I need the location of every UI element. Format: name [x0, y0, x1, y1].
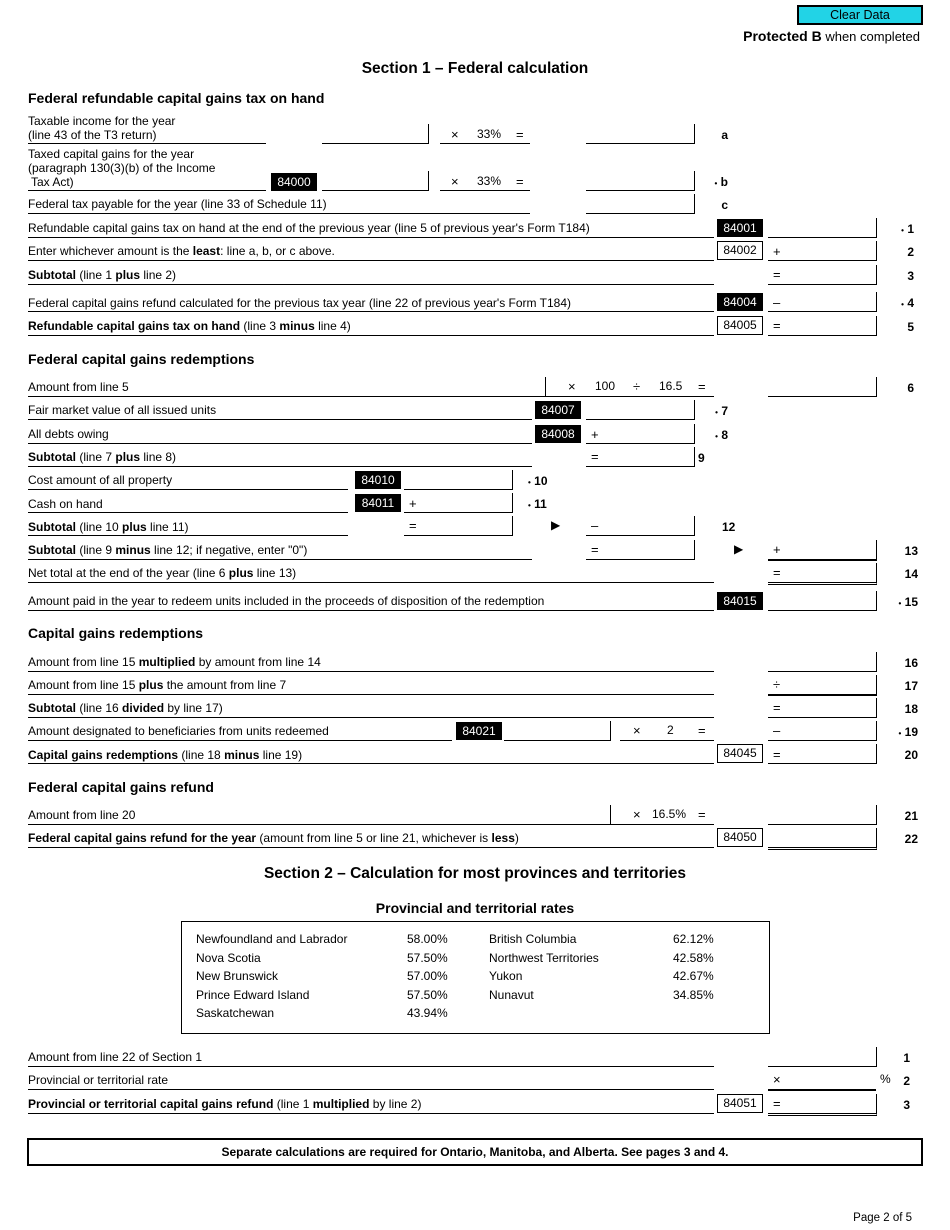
line-5-b2: minus [279, 319, 315, 333]
line-8-dot: • [715, 432, 718, 441]
line-13-plus: + [773, 542, 781, 557]
line-11-plus: + [409, 496, 417, 511]
line-5-b1: Refundable capital gains tax on hand [28, 319, 241, 333]
line-b-label-1: Taxed capital gains for the year [28, 147, 195, 161]
line-14-equals: = [773, 565, 781, 580]
line-b-times: × [451, 174, 459, 189]
rate-value: 57.50% [407, 987, 448, 1002]
line-16-b1: multiplied [138, 655, 196, 669]
line-8-number [698, 428, 728, 442]
line-11-input[interactable] [404, 493, 513, 513]
line-a-rate: 33% [477, 127, 502, 141]
line-7-number [698, 404, 728, 418]
line-7-dot: • [715, 408, 718, 417]
line-2-pre: Enter whichever amount is the [28, 244, 193, 258]
line-10-number [528, 474, 568, 488]
line-1-dot: • [901, 226, 904, 235]
line-12-underline [28, 535, 348, 536]
line-21-times: × [633, 807, 641, 822]
line-c-result[interactable] [586, 194, 695, 214]
line-c-number: c [721, 198, 728, 212]
line-17-t2: the amount from line 7 [163, 678, 287, 692]
line-3-b1: Subtotal [28, 268, 76, 282]
line-14-t1: Net total at the end of the year (line 6 [28, 566, 229, 580]
line-b-number [692, 175, 728, 189]
rate-name: Prince Edward Island [196, 987, 310, 1002]
line-18-number: 18 [904, 702, 918, 716]
line-15-input[interactable] [768, 591, 877, 611]
line-19-minus: – [773, 723, 781, 738]
line-17-input[interactable] [768, 675, 877, 696]
line-c-label: Federal tax payable for the year (line 33 of Schedule 11) [28, 197, 327, 211]
rate-value: 43.94% [407, 1006, 448, 1020]
line-16-t2: by amount from line 14 [195, 655, 321, 669]
line-4-dot: • [901, 300, 904, 309]
code-84011: 84011 [355, 494, 401, 512]
notice-box [27, 1138, 923, 1166]
line-8-underline [28, 443, 532, 444]
line-4-number [884, 296, 914, 310]
line-14-underline [28, 582, 714, 583]
line-4-label: Federal capital gains refund calculated for the previous tax year (line 22 of previous year's Form T184) [28, 296, 572, 310]
line-5-label [28, 319, 351, 333]
line-9-equals: = [591, 449, 599, 464]
rate-name: Nova Scotia [196, 950, 261, 965]
line-1-number [884, 222, 914, 236]
line-9-b1: Subtotal [28, 450, 76, 464]
line-b-label [28, 147, 215, 189]
line-11-underline [28, 512, 348, 513]
line-20-input[interactable] [768, 744, 877, 764]
line-a-equals: = [516, 127, 524, 142]
rate-value: 58.00% [407, 932, 448, 946]
line-19-equals: = [698, 723, 706, 738]
code-84015: 84015 [717, 592, 763, 610]
line-12-t1: (line 10 [76, 520, 123, 534]
line-9-t2: line 8) [140, 450, 177, 464]
line-a-underline [28, 143, 266, 144]
line-19-op-underline [620, 740, 714, 741]
line-20-t1: (line 18 [178, 748, 225, 762]
line-10-label: Cost amount of all property [28, 473, 173, 487]
line-21-bar [610, 805, 611, 824]
line-a-input[interactable] [322, 124, 429, 144]
line-9-number: 9 [698, 451, 705, 465]
line-6-times: × [568, 379, 576, 394]
line-5-t1: (line 3 [240, 319, 280, 333]
line-c-underline [28, 213, 530, 214]
line-18-label [28, 701, 223, 715]
line-14-label [28, 566, 296, 580]
line-3-b2: plus [115, 268, 141, 282]
line-b-underline [28, 190, 266, 191]
line-3-t1: (line 1 [76, 268, 116, 282]
line-5-t2: line 4) [314, 319, 351, 333]
line-21-number: 21 [904, 809, 918, 823]
rate-value: 34.85% [673, 987, 714, 1002]
line-7-num: 7 [721, 404, 728, 418]
line-4-input[interactable] [768, 292, 877, 312]
line-a-times: × [451, 127, 459, 142]
line-b-result[interactable] [586, 171, 695, 191]
rate-row [196, 1006, 466, 1025]
line-17-number: 17 [904, 679, 918, 693]
prov-line-3-input[interactable] [768, 1094, 877, 1116]
line-21-rate: 16.5% [652, 807, 687, 821]
line-12-label [28, 520, 189, 534]
line-18-b1: Subtotal [28, 701, 76, 715]
rate-name: Nunavut [489, 987, 534, 1002]
prov-line-1-label: Amount from line 22 of Section 1 [28, 1050, 203, 1064]
rate-name: British Columbia [489, 932, 577, 946]
line-13-underline [28, 559, 532, 560]
rate-name: Northwest Territories [489, 950, 599, 965]
line-18-b2: divided [122, 701, 165, 715]
rate-name: Saskatchewan [196, 1006, 275, 1020]
line-10-underline [28, 489, 348, 490]
line-18-underline [28, 717, 714, 718]
line-19-underline [28, 740, 452, 741]
line-a-label-1: Taxable income for the year [28, 114, 176, 128]
line-b-equals: = [516, 174, 524, 189]
line-13-equals: = [591, 542, 599, 557]
line-22-t1: (amount from line 5 or line 21, whichever is [256, 831, 492, 845]
line-5-input[interactable] [768, 316, 877, 336]
line-3-t2: line 2) [140, 268, 177, 282]
line-2-post: : line a, b, or c above. [220, 244, 335, 258]
line-1-label: Refundable capital gains tax on hand at the end of the previous year (line 5 of previous year's Form T184) [28, 221, 590, 235]
line-18-t1: (line 16 [76, 701, 123, 715]
line-13-label [28, 543, 307, 557]
line-5-equals: = [773, 318, 781, 333]
line-17-underline [28, 694, 714, 695]
line-4-minus: – [773, 295, 781, 310]
line-10-num: 10 [534, 474, 548, 488]
line-10-dot: • [528, 478, 531, 487]
line-6-underline [28, 396, 714, 397]
prov-line-3-t1: (line 1 [273, 1097, 313, 1111]
line-6-n2: 16.5 [659, 379, 683, 393]
prov-line-2-input[interactable] [768, 1070, 876, 1091]
rate-row [196, 932, 466, 951]
group1-title: Federal refundable capital gains tax on hand [28, 90, 325, 106]
line-21-input[interactable] [768, 805, 877, 825]
line-1-input[interactable] [768, 218, 877, 238]
group2-title: Federal capital gains redemptions [28, 351, 255, 367]
rates-table [181, 921, 770, 1034]
line-16-label [28, 655, 321, 669]
prov-line-3-b1: Provincial or territorial capital gains refund [28, 1097, 274, 1111]
prov-line-3-equals: = [773, 1096, 781, 1111]
line-9-b2: plus [115, 450, 141, 464]
line-17-t1: Amount from line 15 [28, 678, 139, 692]
line-22-b2: less [491, 831, 515, 845]
line-3-underline [28, 284, 714, 285]
line-19-num: 19 [904, 725, 918, 739]
prov-line-2-number: 2 [903, 1074, 910, 1088]
line-6-input[interactable] [768, 377, 877, 397]
line-9-underline [28, 466, 532, 467]
line-19-input[interactable] [504, 721, 611, 741]
line-20-t2: line 19) [259, 748, 303, 762]
line-15-number [888, 595, 918, 609]
line-22-label [28, 831, 519, 845]
prov-line-3-t2: by line 2) [369, 1097, 422, 1111]
page-number: Page 2 of 5 [853, 1212, 912, 1224]
code-84002: 84002 [717, 241, 763, 260]
line-13-arrow: ▶ [734, 542, 744, 556]
line-4-underline [28, 311, 714, 312]
rate-name: Newfoundland and Labrador [196, 932, 348, 946]
rates-title: Provincial and territorial rates [375, 900, 575, 916]
line-9-label [28, 450, 176, 464]
line-22-t2: ) [514, 831, 519, 845]
protected-suffix: when completed [821, 29, 920, 44]
rate-value: 42.67% [673, 969, 714, 983]
line-6-label: Amount from line 5 [28, 380, 129, 394]
line-b-label-3: Tax Act) [31, 175, 74, 189]
line-14-input[interactable] [768, 563, 877, 585]
code-84021: 84021 [456, 722, 502, 740]
line-19-n: 2 [667, 723, 674, 737]
code-84045: 84045 [717, 744, 763, 763]
line-9-input[interactable] [586, 447, 695, 467]
line-13-t2: line 12; if negative, enter "0") [150, 543, 308, 557]
rate-value: 57.00% [407, 969, 448, 983]
line-6-bar [545, 377, 546, 396]
rate-value: 57.50% [407, 950, 448, 965]
line-22-b1: Federal capital gains refund for the year [28, 831, 257, 845]
rates-right-column [489, 932, 749, 1006]
line-b-input[interactable] [322, 171, 429, 191]
line-11-label: Cash on hand [28, 497, 103, 511]
line-2-underline [28, 260, 714, 261]
code-84005: 84005 [717, 316, 763, 335]
line-6-divide: ÷ [633, 379, 641, 394]
line-a-result[interactable] [586, 124, 695, 144]
line-3-label [28, 268, 176, 282]
line-b-rate: 33% [477, 174, 502, 188]
line-13-input[interactable] [768, 540, 877, 561]
line-20-equals: = [773, 747, 781, 762]
line-4-num: 4 [907, 296, 914, 310]
line-15-underline [28, 610, 714, 611]
line-21-underline [28, 824, 714, 825]
line-8-num: 8 [721, 428, 728, 442]
line-a-label [28, 114, 175, 142]
line-18-input[interactable] [768, 698, 877, 718]
prov-line-3-label [28, 1097, 421, 1111]
line-7-underline [28, 419, 532, 420]
rate-row [196, 969, 466, 988]
prov-line-2-label: Provincial or territorial rate [28, 1073, 169, 1087]
code-84001: 84001 [717, 219, 763, 237]
line-15-num: 15 [904, 595, 918, 609]
line-7-label: Fair market value of all issued units [28, 403, 217, 417]
line-11-dot: • [528, 501, 531, 510]
line-19-result[interactable] [768, 721, 877, 741]
line-21-label: Amount from line 20 [28, 808, 136, 822]
line-12-result[interactable] [586, 516, 695, 536]
line-b-op-underline [440, 190, 530, 191]
line-18-equals: = [773, 700, 781, 715]
code-84007: 84007 [535, 401, 581, 419]
section2-title: Section 2 – Calculation for most provinces and territories [263, 865, 687, 882]
prov-line-1-input[interactable] [768, 1047, 877, 1067]
line-6-equals: = [698, 379, 706, 394]
line-1-num: 1 [907, 222, 914, 236]
code-84010: 84010 [355, 471, 401, 489]
code-84051: 84051 [717, 1094, 763, 1113]
line-12-minus: – [591, 518, 599, 533]
line-21-equals: = [698, 807, 706, 822]
prov-line-1-number: 1 [903, 1051, 910, 1065]
line-20-b1: Capital gains redemptions [28, 748, 179, 762]
line-16-t1: Amount from line 15 [28, 655, 139, 669]
line-16-underline [28, 671, 714, 672]
line-b-dot: • [714, 179, 718, 188]
protected-level: Protected B [743, 28, 822, 44]
line-16-input[interactable] [768, 652, 877, 672]
line-9-t1: (line 7 [76, 450, 116, 464]
line-14-b1: plus [228, 566, 254, 580]
line-2-input[interactable] [768, 241, 877, 261]
line-17-divide: ÷ [773, 677, 781, 692]
line-12-arrow: ▶ [551, 518, 561, 532]
rates-left-column [196, 932, 466, 1025]
line-a-number: a [721, 128, 728, 142]
line-12-b2: plus [122, 520, 147, 534]
line-15-label: Amount paid in the year to redeem units included in the proceeds of disposition of the redemption [28, 594, 545, 608]
line-13-t1: (line 9 [76, 543, 116, 557]
rate-name: Yukon [489, 969, 523, 983]
prov-line-1-underline [28, 1066, 714, 1067]
line-19-times: × [633, 723, 641, 738]
line-15-dot: • [898, 599, 902, 608]
line-14-t2: line 13) [253, 566, 297, 580]
line-11-num: 11 [534, 497, 547, 511]
line-5-number: 5 [907, 320, 914, 334]
code-84004: 84004 [717, 293, 763, 311]
line-22-input[interactable] [768, 828, 877, 850]
line-12-equals: = [409, 518, 417, 533]
line-2-bold: least [192, 244, 221, 258]
section1-title: Section 1 – Federal calculation [361, 60, 589, 77]
line-17-label [28, 678, 286, 692]
line-3-number: 3 [907, 269, 914, 283]
line-12-number: 12 [722, 520, 736, 534]
line-8-input[interactable] [586, 424, 695, 444]
line-11-number [528, 497, 568, 511]
line-2-label [28, 244, 335, 258]
line-16-number: 16 [904, 656, 918, 670]
line-12-b1: Subtotal [28, 520, 76, 534]
line-6-n1: 100 [595, 379, 616, 393]
line-b-letter: b [720, 175, 728, 189]
prov-line-2-times: × [773, 1072, 781, 1087]
line-3-input[interactable] [768, 265, 877, 285]
line-19-label: Amount designated to beneficiaries from units redeemed [28, 724, 329, 738]
rate-row [489, 951, 749, 970]
line-18-t2: by line 17) [164, 701, 223, 715]
line-20-label [28, 748, 302, 762]
rate-name: New Brunswick [196, 969, 279, 983]
line-13-number: 13 [904, 544, 918, 558]
line-12-t2: line 11) [146, 520, 189, 534]
line-19-number [888, 725, 918, 739]
line-22-number: 22 [904, 832, 918, 846]
clear-data-button[interactable]: Clear Data [797, 5, 923, 25]
line-14-number: 14 [904, 567, 918, 581]
line-20-number: 20 [904, 748, 918, 762]
line-13-b1: Subtotal [28, 543, 76, 557]
line-10-input[interactable] [404, 470, 513, 490]
rate-row [489, 932, 749, 951]
line-22-underline [28, 847, 714, 848]
prov-line-3-underline [28, 1113, 714, 1114]
line-12-input[interactable] [404, 516, 513, 536]
line-8-plus: + [591, 427, 599, 442]
code-84050: 84050 [717, 828, 763, 847]
rate-value: 42.58% [673, 950, 714, 965]
prov-line-2-percent: % [880, 1072, 891, 1086]
line-b-label-2: (paragraph 130(3)(b) of the Income [28, 161, 216, 175]
line-2-plus: + [773, 244, 781, 259]
rate-row [196, 951, 466, 970]
rate-value: 62.12% [673, 932, 714, 946]
line-a-label-2: (line 43 of the T3 return) [28, 128, 157, 142]
protected-label [743, 28, 920, 44]
group3-title: Capital gains redemptions [28, 625, 204, 641]
line-17-b1: plus [138, 678, 164, 692]
prov-line-2-underline [28, 1089, 714, 1090]
line-13-b2: minus [115, 543, 151, 557]
line-1-underline [28, 237, 714, 238]
line-7-input[interactable] [586, 400, 695, 420]
line-6-number: 6 [907, 381, 914, 395]
line-8-label: All debts owing [28, 427, 109, 441]
line-13-result[interactable] [586, 540, 695, 560]
line-20-b2: minus [224, 748, 260, 762]
line-2-number: 2 [907, 245, 914, 259]
line-3-equals: = [773, 267, 781, 282]
rate-row [196, 988, 466, 1007]
rate-row [489, 988, 749, 1007]
code-84008: 84008 [535, 425, 581, 443]
line-20-underline [28, 763, 714, 764]
group4-title: Federal capital gains refund [28, 779, 214, 795]
code-84000: 84000 [271, 173, 317, 191]
rate-row [489, 969, 749, 988]
line-a-op-underline [440, 143, 530, 144]
line-19-dot: • [898, 729, 902, 738]
line-5-underline [28, 335, 714, 336]
prov-line-3-b2: multiplied [312, 1097, 370, 1111]
prov-line-3-number: 3 [903, 1098, 910, 1112]
notice-text: Separate calculations are required for Ontario, Manitoba, and Alberta. See pages 3 and 4. [221, 1145, 729, 1159]
